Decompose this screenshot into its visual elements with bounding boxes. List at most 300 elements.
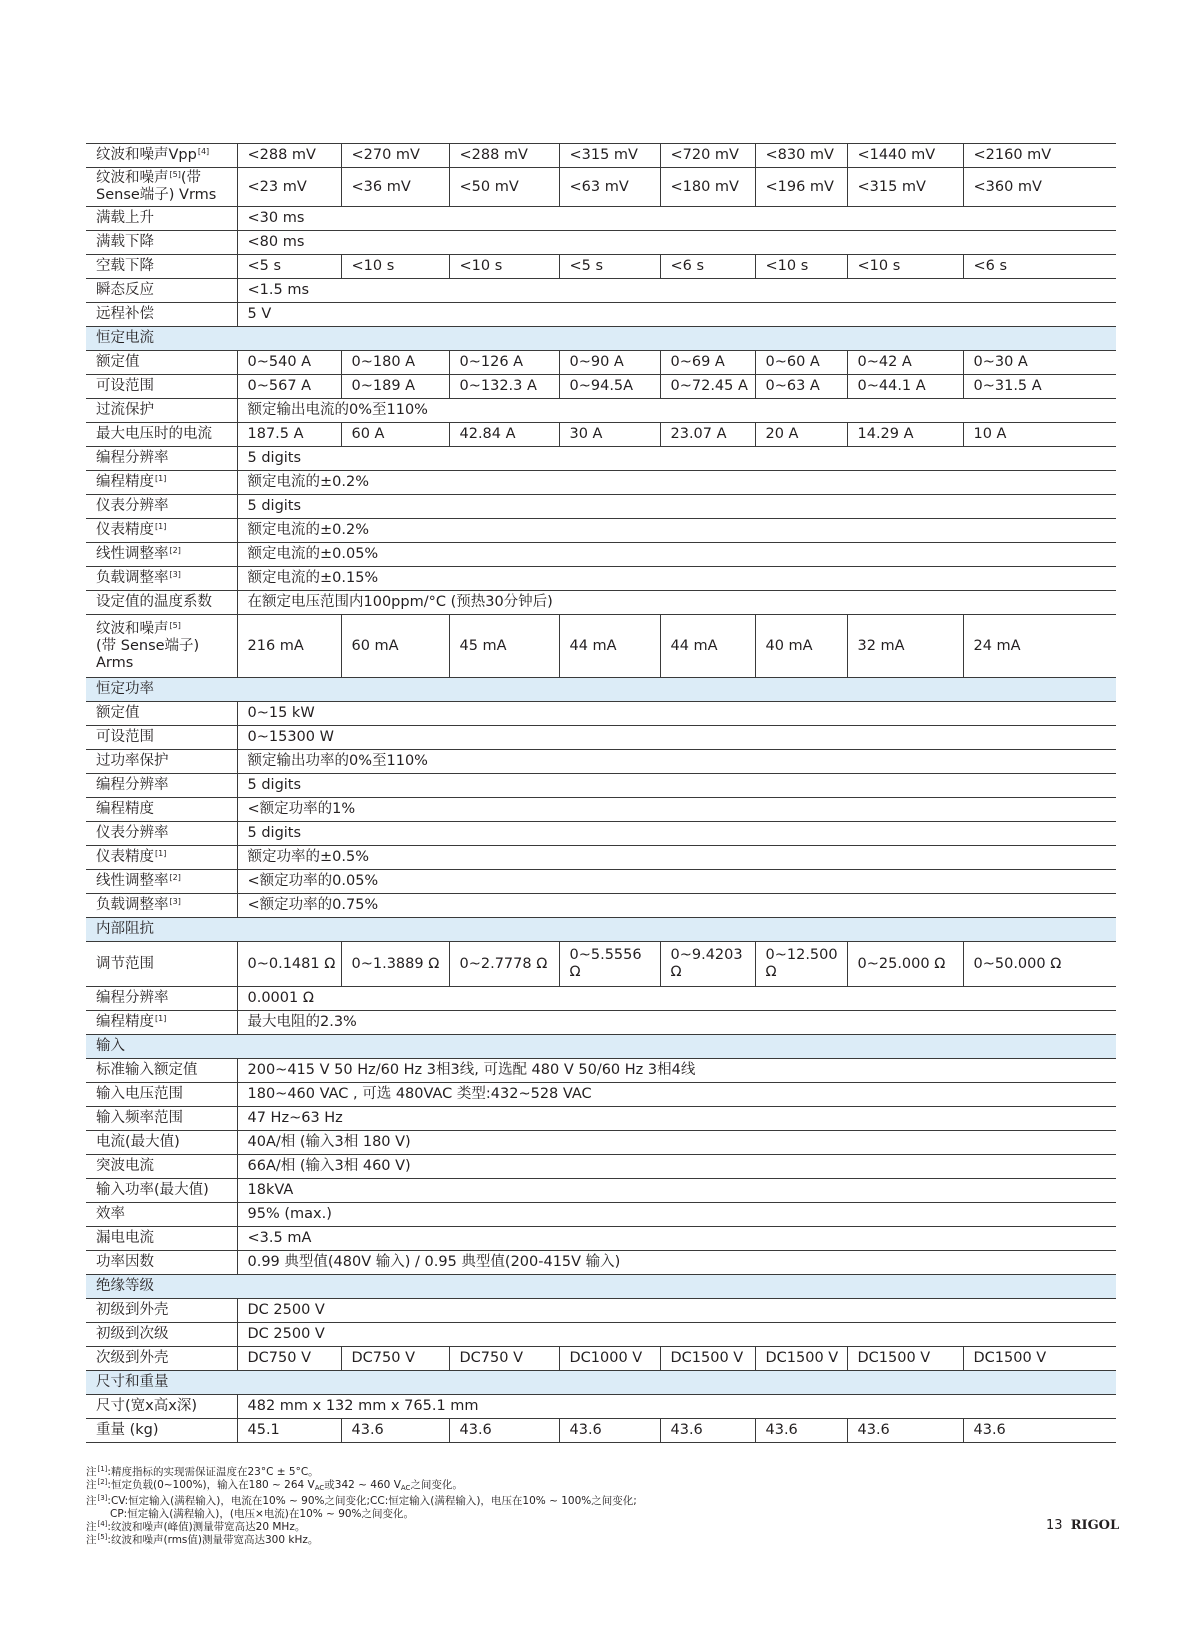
spec-value-model-4: 0~90 A bbox=[559, 351, 660, 375]
label-text: 最大电压时的电流 bbox=[96, 426, 212, 442]
spec-row bbox=[86, 144, 1116, 168]
spec-label bbox=[86, 495, 237, 519]
spec-value: <额定功率的0.75% bbox=[237, 894, 1116, 918]
label-text: 编程精度 bbox=[96, 1014, 154, 1030]
section-header-row bbox=[86, 918, 1116, 942]
spec-value-model-8: 10 A bbox=[963, 423, 1116, 447]
spec-label bbox=[86, 1323, 237, 1347]
footnote-ref: [5] bbox=[169, 170, 181, 179]
spec-value-model-8: 0~50.000 Ω bbox=[963, 942, 1116, 987]
spec-label bbox=[86, 1251, 237, 1275]
spec-label bbox=[86, 726, 237, 750]
spec-label bbox=[86, 591, 237, 615]
spec-row bbox=[86, 471, 1116, 495]
spec-row bbox=[86, 1155, 1116, 1179]
spec-row bbox=[86, 519, 1116, 543]
spec-value-model-8: 0~30 A bbox=[963, 351, 1116, 375]
spec-label bbox=[86, 987, 237, 1011]
label-text: 初级到次级 bbox=[96, 1326, 169, 1342]
footnote: 注[4]:纹波和噪声(峰值)测量带宽高达20 MHz。 bbox=[86, 1520, 306, 1533]
spec-value-model-5: 23.07 A bbox=[660, 423, 755, 447]
spec-row bbox=[86, 987, 1116, 1011]
footnote-ref: [5] bbox=[169, 620, 181, 630]
spec-value-model-2: 0~1.3889 Ω bbox=[341, 942, 449, 987]
spec-value-model-6: <10 s bbox=[755, 255, 847, 279]
spec-row bbox=[86, 894, 1116, 918]
spec-value-model-2: <10 s bbox=[341, 255, 449, 279]
spec-value-model-3: 45 mA bbox=[449, 615, 559, 678]
footnote-text: 纹波和噪声(rms值)测量带宽高达300 kHz。 bbox=[110, 1534, 319, 1546]
label-text: 仪表精度 bbox=[96, 849, 154, 865]
spec-label bbox=[86, 750, 237, 774]
spec-value-model-6: 0~60 A bbox=[755, 351, 847, 375]
spec-label bbox=[86, 822, 237, 846]
spec-label bbox=[86, 447, 237, 471]
footnote-text: 之间变化。 bbox=[410, 1479, 463, 1491]
brand-logo: RIGOL bbox=[1070, 1518, 1120, 1533]
label-text: 额定值 bbox=[96, 705, 140, 721]
spec-label bbox=[86, 543, 237, 567]
footnote-prefix: 注 bbox=[86, 1534, 97, 1546]
spec-label bbox=[86, 1299, 237, 1323]
spec-row bbox=[86, 1251, 1116, 1275]
label-text: 可设范围 bbox=[96, 729, 154, 745]
footnote-text: AC bbox=[314, 1484, 325, 1492]
spec-value-model-7: 14.29 A bbox=[847, 423, 963, 447]
spec-row bbox=[86, 1179, 1116, 1203]
spec-value-model-6: 43.6 bbox=[755, 1419, 847, 1443]
footnote-mark: [3] bbox=[97, 1494, 108, 1502]
spec-row bbox=[86, 1203, 1116, 1227]
label-text: 额定值 bbox=[96, 354, 140, 370]
spec-label bbox=[86, 375, 237, 399]
spec-value-model-7: 0~25.000 Ω bbox=[847, 942, 963, 987]
label-text: 仪表分辨率 bbox=[96, 825, 169, 841]
spec-value-model-8: <360 mV bbox=[963, 168, 1116, 207]
spec-value-model-1: 187.5 A bbox=[237, 423, 341, 447]
spec-value-model-4: DC1000 V bbox=[559, 1347, 660, 1371]
spec-row bbox=[86, 591, 1116, 615]
spec-row bbox=[86, 375, 1116, 399]
spec-value: 180~460 VAC , 可选 480VAC 类型:432~528 VAC bbox=[237, 1083, 1116, 1107]
spec-label bbox=[86, 168, 237, 207]
spec-value-model-2: <36 mV bbox=[341, 168, 449, 207]
spec-row bbox=[86, 447, 1116, 471]
spec-label bbox=[86, 1107, 237, 1131]
spec-value: 5 digits bbox=[237, 822, 1116, 846]
spec-row bbox=[86, 1107, 1116, 1131]
footnote-ref: [1] bbox=[155, 849, 167, 858]
spec-value-model-4: 0~5.5556 Ω bbox=[559, 942, 660, 987]
spec-row bbox=[86, 798, 1116, 822]
label-text: 漏电电流 bbox=[96, 1230, 154, 1246]
spec-label bbox=[86, 471, 237, 495]
spec-value: 0.99 典型值(480V 输入) / 0.95 典型值(200-415V 输入) bbox=[237, 1251, 1116, 1275]
label-text: 纹波和噪声 bbox=[96, 170, 169, 186]
spec-row bbox=[86, 1011, 1116, 1035]
label-text-cont: (带Sense端子) Vrms bbox=[96, 170, 217, 203]
label-text: 远程补偿 bbox=[96, 306, 154, 322]
spec-row bbox=[86, 399, 1116, 423]
spec-value-model-3: 43.6 bbox=[449, 1419, 559, 1443]
footnote-ref: [1] bbox=[155, 474, 167, 483]
label-text: 瞬态反应 bbox=[96, 282, 154, 298]
spec-value-model-1: 0~567 A bbox=[237, 375, 341, 399]
spec-value-model-8: <2160 mV bbox=[963, 144, 1116, 168]
spec-row bbox=[86, 231, 1116, 255]
label-text: 编程精度 bbox=[96, 801, 154, 817]
spec-value: 额定电流的±0.15% bbox=[237, 567, 1116, 591]
footnote-ref: [4] bbox=[197, 147, 210, 156]
spec-label bbox=[86, 942, 237, 987]
label-text: 功率因数 bbox=[96, 1254, 154, 1270]
spec-label bbox=[86, 1203, 237, 1227]
spec-value: <1.5 ms bbox=[237, 279, 1116, 303]
spec-row bbox=[86, 702, 1116, 726]
spec-value-model-3: <50 mV bbox=[449, 168, 559, 207]
section-title: 尺寸和重量 bbox=[86, 1371, 1116, 1395]
spec-label bbox=[86, 303, 237, 327]
spec-value-model-7: 32 mA bbox=[847, 615, 963, 678]
label-text: 空载下降 bbox=[96, 258, 154, 274]
spec-label bbox=[86, 1011, 237, 1035]
spec-value: 额定输出电流的0%至110% bbox=[237, 399, 1116, 423]
spec-label bbox=[86, 399, 237, 423]
section-header-row bbox=[86, 327, 1116, 351]
spec-value-model-4: 30 A bbox=[559, 423, 660, 447]
spec-value-model-3: <10 s bbox=[449, 255, 559, 279]
footnote-ref: [2] bbox=[169, 546, 181, 555]
spec-value-model-5: <720 mV bbox=[660, 144, 755, 168]
spec-value-model-7: <1440 mV bbox=[847, 144, 963, 168]
section-title: 恒定功率 bbox=[86, 678, 1116, 702]
footnote: 注[3]:CV:恒定输入(满程输入)，电流在10% ~ 90%之间变化;CC:恒定输入(满程输入)，电压在10% ~ 100%之间变化; bbox=[86, 1494, 637, 1507]
spec-row bbox=[86, 774, 1116, 798]
spec-label bbox=[86, 615, 237, 678]
label-text: 编程分辨率 bbox=[96, 990, 169, 1006]
label-text: 尺寸(宽x高x深) bbox=[96, 1398, 197, 1414]
spec-value-model-6: 20 A bbox=[755, 423, 847, 447]
spec-row bbox=[86, 750, 1116, 774]
spec-value-model-1: 0~0.1481 Ω bbox=[237, 942, 341, 987]
spec-value-model-3: DC750 V bbox=[449, 1347, 559, 1371]
spec-value-model-8: 0~31.5 A bbox=[963, 375, 1116, 399]
footnote: 注[2]:恒定负载(0~100%)，输入在180 ~ 264 $V_{AC}$或342 ~ 460 $V_{AC}$之间变化。 bbox=[86, 1478, 463, 1492]
spec-value: 40A/相 (输入3相 180 V) bbox=[237, 1131, 1116, 1155]
label-text: 编程分辨率 bbox=[96, 450, 169, 466]
spec-value-model-3: <288 mV bbox=[449, 144, 559, 168]
label-text: 输入频率范围 bbox=[96, 1110, 183, 1126]
footnote-mark: [4] bbox=[97, 1520, 108, 1528]
spec-value-model-3: 0~132.3 A bbox=[449, 375, 559, 399]
spec-value: <80 ms bbox=[237, 231, 1116, 255]
footnote-prefix: 注 bbox=[86, 1479, 97, 1491]
spec-value-model-6: DC1500 V bbox=[755, 1347, 847, 1371]
label-text: 过流保护 bbox=[96, 402, 154, 418]
label-text: 满载上升 bbox=[96, 210, 154, 226]
spec-row bbox=[86, 822, 1116, 846]
footnote-text: CV:恒定输入(满程输入)，电流在10% ~ 90%之间变化;CC:恒定输入(满程输入)，电压在10% ~ 100%之间变化; bbox=[110, 1495, 637, 1507]
spec-value: 额定电流的±0.2% bbox=[237, 519, 1116, 543]
spec-value-model-4: <315 mV bbox=[559, 144, 660, 168]
spec-value-model-5: 44 mA bbox=[660, 615, 755, 678]
spec-label bbox=[86, 1131, 237, 1155]
spec-value-model-5: <180 mV bbox=[660, 168, 755, 207]
spec-value: 95% (max.) bbox=[237, 1203, 1116, 1227]
spec-row bbox=[86, 1419, 1116, 1443]
spec-table bbox=[86, 143, 1116, 1443]
spec-value-model-1: 216 mA bbox=[237, 615, 341, 678]
spec-label bbox=[86, 255, 237, 279]
spec-value: 额定功率的±0.5% bbox=[237, 846, 1116, 870]
spec-row bbox=[86, 1227, 1116, 1251]
spec-value: 额定电流的±0.2% bbox=[237, 471, 1116, 495]
spec-label bbox=[86, 774, 237, 798]
spec-value: 5 digits bbox=[237, 774, 1116, 798]
spec-value: <3.5 mA bbox=[237, 1227, 1116, 1251]
label-text: 效率 bbox=[96, 1206, 125, 1222]
label-text: 编程分辨率 bbox=[96, 777, 169, 793]
spec-value-model-2: 43.6 bbox=[341, 1419, 449, 1443]
section-title: 输入 bbox=[86, 1035, 1116, 1059]
label-text: 初级到外壳 bbox=[96, 1302, 169, 1318]
spec-row bbox=[86, 1347, 1116, 1371]
spec-value-model-8: 24 mA bbox=[963, 615, 1116, 678]
spec-value: DC 2500 V bbox=[237, 1323, 1116, 1347]
spec-value: <额定功率的0.05% bbox=[237, 870, 1116, 894]
spec-value-model-1: <23 mV bbox=[237, 168, 341, 207]
spec-row bbox=[86, 255, 1116, 279]
spec-value-model-4: 0~94.5A bbox=[559, 375, 660, 399]
footnote-continuation: CP:恒定输入(满程输入)，(电压×电流)在10% ~ 90%之间变化。 bbox=[110, 1508, 415, 1520]
spec-row bbox=[86, 303, 1116, 327]
spec-value: 0~15 kW bbox=[237, 702, 1116, 726]
footnote-ref: [3] bbox=[169, 570, 181, 579]
footnote: 注[1]:精度指标的实现需保证温度在23°C ± 5°C。 bbox=[86, 1465, 319, 1478]
label-text: 重量 (kg) bbox=[96, 1422, 159, 1438]
spec-value-model-1: 45.1 bbox=[237, 1419, 341, 1443]
label-text: 过功率保护 bbox=[96, 753, 169, 769]
label-text: 编程精度 bbox=[96, 474, 154, 490]
spec-value: 5 digits bbox=[237, 495, 1116, 519]
spec-row bbox=[86, 423, 1116, 447]
label-text: 线性调整率 bbox=[96, 873, 169, 889]
spec-value-model-1: <288 mV bbox=[237, 144, 341, 168]
spec-value-model-2: 60 mA bbox=[341, 615, 449, 678]
spec-value-model-7: 0~42 A bbox=[847, 351, 963, 375]
spec-label bbox=[86, 1227, 237, 1251]
spec-value: DC 2500 V bbox=[237, 1299, 1116, 1323]
spec-row bbox=[86, 279, 1116, 303]
spec-value: 0.0001 Ω bbox=[237, 987, 1116, 1011]
page-footer bbox=[1046, 1518, 1119, 1533]
spec-value-model-8: DC1500 V bbox=[963, 1347, 1116, 1371]
footnote-mark: [2] bbox=[97, 1478, 108, 1486]
spec-value-model-5: DC1500 V bbox=[660, 1347, 755, 1371]
spec-label bbox=[86, 1347, 237, 1371]
spec-value-model-2: <270 mV bbox=[341, 144, 449, 168]
spec-value: 66A/相 (输入3相 460 V) bbox=[237, 1155, 1116, 1179]
spec-value-model-4: 44 mA bbox=[559, 615, 660, 678]
spec-value-model-5: 0~69 A bbox=[660, 351, 755, 375]
footnote-text: 精度指标的实现需保证温度在23°C ± 5°C。 bbox=[110, 1466, 319, 1478]
spec-label bbox=[86, 423, 237, 447]
spec-value: 额定电流的±0.05% bbox=[237, 543, 1116, 567]
label-text: 负载调整率 bbox=[96, 570, 169, 586]
spec-value-model-7: DC1500 V bbox=[847, 1347, 963, 1371]
spec-row bbox=[86, 726, 1116, 750]
spec-label bbox=[86, 1059, 237, 1083]
footnotes bbox=[86, 1466, 986, 1547]
spec-row bbox=[86, 168, 1116, 207]
spec-value-model-6: 0~63 A bbox=[755, 375, 847, 399]
spec-value: 5 V bbox=[237, 303, 1116, 327]
spec-value-model-7: <10 s bbox=[847, 255, 963, 279]
label-text: 仪表分辨率 bbox=[96, 498, 169, 514]
section-header-row bbox=[86, 678, 1116, 702]
spec-value-model-6: 40 mA bbox=[755, 615, 847, 678]
spec-row bbox=[86, 1323, 1116, 1347]
spec-value-model-7: <315 mV bbox=[847, 168, 963, 207]
spec-label bbox=[86, 567, 237, 591]
spec-label bbox=[86, 1419, 237, 1443]
spec-value-model-3: 42.84 A bbox=[449, 423, 559, 447]
spec-value-model-4: <63 mV bbox=[559, 168, 660, 207]
footnote: 注[5]:纹波和噪声(rms值)测量带宽高达300 kHz。 bbox=[86, 1533, 319, 1546]
label-text: 电流(最大值) bbox=[96, 1134, 180, 1150]
spec-label bbox=[86, 894, 237, 918]
label-text: 可设范围 bbox=[96, 378, 154, 394]
spec-value: 200~415 V 50 Hz/60 Hz 3相3线, 可选配 480 V 50/60 Hz 3相4线 bbox=[237, 1059, 1116, 1083]
label-text: 仪表精度 bbox=[96, 522, 154, 538]
spec-row bbox=[86, 1395, 1116, 1419]
section-title: 恒定电流 bbox=[86, 327, 1116, 351]
label-text: 突波电流 bbox=[96, 1158, 154, 1174]
spec-row bbox=[86, 942, 1116, 987]
spec-value: 在额定电压范围内100ppm/°C (预热30分钟后) bbox=[237, 591, 1116, 615]
spec-value-model-5: 0~9.4203 Ω bbox=[660, 942, 755, 987]
spec-value-model-6: 0~12.500 Ω bbox=[755, 942, 847, 987]
spec-value-model-7: 0~44.1 A bbox=[847, 375, 963, 399]
spec-value-model-3: 0~2.7778 Ω bbox=[449, 942, 559, 987]
spec-value-model-4: 43.6 bbox=[559, 1419, 660, 1443]
footnote-ref: [1] bbox=[155, 522, 167, 531]
label-text: 标准输入额定值 bbox=[96, 1062, 198, 1078]
spec-label bbox=[86, 279, 237, 303]
spec-value: 482 mm x 132 mm x 765.1 mm bbox=[237, 1395, 1116, 1419]
footnote-text: 纹波和噪声(峰值)测量带宽高达20 MHz。 bbox=[110, 1521, 306, 1533]
section-title: 绝缘等级 bbox=[86, 1275, 1116, 1299]
footnote-mark: [1] bbox=[97, 1465, 108, 1473]
spec-value-model-5: 0~72.45 A bbox=[660, 375, 755, 399]
label-text: 输入功率(最大值) bbox=[96, 1182, 209, 1198]
label-text: 满载下降 bbox=[96, 234, 154, 250]
spec-row bbox=[86, 1083, 1116, 1107]
spec-value-model-2: DC750 V bbox=[341, 1347, 449, 1371]
label-text: 设定值的温度系数 bbox=[96, 594, 212, 610]
spec-row bbox=[86, 543, 1116, 567]
label-text-cont: (带 Sense端子) bbox=[96, 637, 200, 654]
spec-value: 额定输出功率的0%至110% bbox=[237, 750, 1116, 774]
spec-value-model-8: <6 s bbox=[963, 255, 1116, 279]
spec-label bbox=[86, 351, 237, 375]
spec-value-model-1: 0~540 A bbox=[237, 351, 341, 375]
spec-value-model-2: 0~189 A bbox=[341, 375, 449, 399]
footnote-text: 恒定负载(0~100%)，输入在180 ~ 264 V bbox=[110, 1479, 315, 1491]
spec-row bbox=[86, 567, 1116, 591]
spec-label bbox=[86, 1395, 237, 1419]
spec-value-model-3: 0~126 A bbox=[449, 351, 559, 375]
footnote-ref: [1] bbox=[155, 1014, 167, 1023]
spec-row bbox=[86, 351, 1116, 375]
spec-value-model-7: 43.6 bbox=[847, 1419, 963, 1443]
spec-label bbox=[86, 207, 237, 231]
spec-row bbox=[86, 1131, 1116, 1155]
label-text: 负载调整率 bbox=[96, 897, 169, 913]
footnote-prefix: 注 bbox=[86, 1495, 97, 1507]
spec-row bbox=[86, 207, 1116, 231]
page-number: 13 bbox=[1046, 1518, 1063, 1533]
spec-row bbox=[86, 870, 1116, 894]
spec-label bbox=[86, 144, 237, 168]
spec-value: <额定功率的1% bbox=[237, 798, 1116, 822]
spec-value-model-6: <196 mV bbox=[755, 168, 847, 207]
footnote-prefix: 注 bbox=[86, 1466, 97, 1478]
label-text: 次级到外壳 bbox=[96, 1350, 169, 1366]
spec-value-model-5: 43.6 bbox=[660, 1419, 755, 1443]
spec-value-model-8: 43.6 bbox=[963, 1419, 1116, 1443]
label-text: 输入电压范围 bbox=[96, 1086, 183, 1102]
label-text: 纹波和噪声 bbox=[96, 620, 169, 637]
label-text: 纹波和噪声Vpp bbox=[96, 147, 197, 163]
spec-label bbox=[86, 870, 237, 894]
label-text-cont: Arms bbox=[96, 654, 134, 671]
spec-value: 47 Hz~63 Hz bbox=[237, 1107, 1116, 1131]
footnote-text: 或342 ~ 460 V bbox=[324, 1479, 401, 1491]
label-text: 调节范围 bbox=[96, 955, 154, 972]
label-text: 线性调整率 bbox=[96, 546, 169, 562]
footnote-text: AC bbox=[400, 1484, 411, 1492]
footnote-ref: [3] bbox=[169, 897, 181, 906]
spec-value-model-5: <6 s bbox=[660, 255, 755, 279]
section-header-row bbox=[86, 1371, 1116, 1395]
section-title: 内部阻抗 bbox=[86, 918, 1116, 942]
spec-value-model-4: <5 s bbox=[559, 255, 660, 279]
spec-label bbox=[86, 1155, 237, 1179]
spec-value: 0~15300 W bbox=[237, 726, 1116, 750]
spec-value: 最大电阻的2.3% bbox=[237, 1011, 1116, 1035]
spec-value-model-6: <830 mV bbox=[755, 144, 847, 168]
footnote-mark: [5] bbox=[97, 1533, 108, 1541]
spec-label bbox=[86, 846, 237, 870]
spec-value-model-2: 0~180 A bbox=[341, 351, 449, 375]
section-header-row bbox=[86, 1275, 1116, 1299]
spec-value-model-1: <5 s bbox=[237, 255, 341, 279]
spec-label bbox=[86, 798, 237, 822]
spec-value: 18kVA bbox=[237, 1179, 1116, 1203]
spec-row bbox=[86, 1059, 1116, 1083]
spec-value-model-2: 60 A bbox=[341, 423, 449, 447]
spec-row bbox=[86, 1299, 1116, 1323]
section-header-row bbox=[86, 1035, 1116, 1059]
spec-row bbox=[86, 495, 1116, 519]
spec-row bbox=[86, 846, 1116, 870]
spec-label bbox=[86, 519, 237, 543]
spec-row bbox=[86, 615, 1116, 678]
spec-label bbox=[86, 1179, 237, 1203]
footnote-ref: [2] bbox=[169, 873, 181, 882]
spec-label bbox=[86, 702, 237, 726]
